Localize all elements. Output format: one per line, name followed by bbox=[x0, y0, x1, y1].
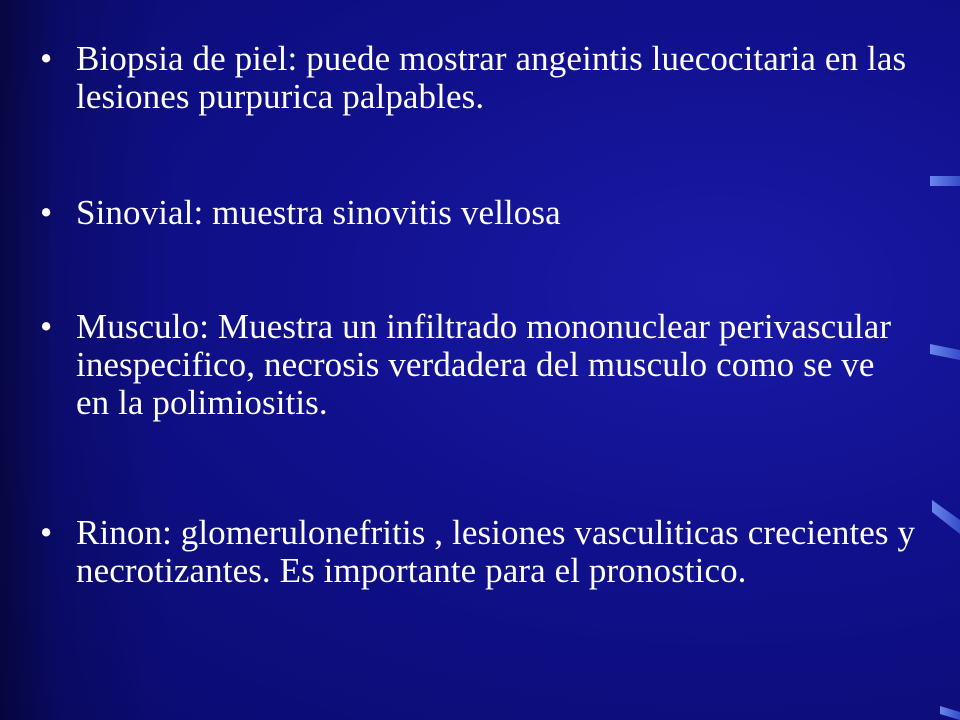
streak-3 bbox=[932, 500, 960, 534]
streak-2 bbox=[930, 344, 960, 360]
streak-1 bbox=[930, 176, 960, 186]
bullet-marker: • bbox=[40, 307, 53, 346]
bullet-item-rinon bbox=[40, 514, 916, 590]
bullet-item-sinovial bbox=[40, 194, 916, 232]
bullet-marker: • bbox=[40, 193, 53, 232]
bullet-marker: • bbox=[40, 513, 53, 552]
bullet-text: Musculo: Muestra un infiltrado mononuclear perivascular inespecifico, necrosis verdadera del musculo como se ve en la polimiositis. bbox=[76, 307, 892, 422]
bullet-text: Biopsia de piel: puede mostrar angeintis luecocitaria en las lesiones purpurica palpables. bbox=[76, 39, 907, 116]
bullet-text: Rinon: glomerulonefritis , lesiones vasculiticas crecientes y necrotizantes. Es importante para el pronostico. bbox=[76, 513, 916, 590]
bullet-text: Sinovial: muestra sinovitis vellosa bbox=[76, 193, 561, 232]
streak-4 bbox=[940, 706, 960, 720]
bullet-item-biopsia bbox=[40, 40, 916, 116]
bullet-item-musculo bbox=[40, 308, 916, 422]
bullet-marker: • bbox=[40, 39, 53, 78]
